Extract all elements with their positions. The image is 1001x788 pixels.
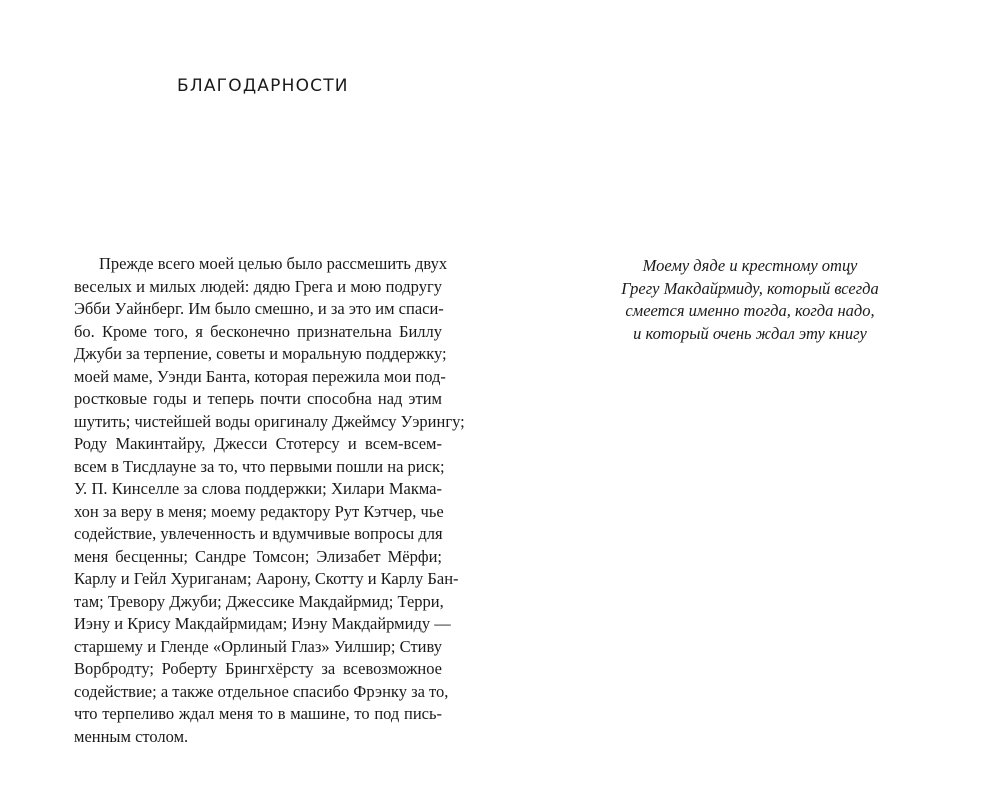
dedication-line: смеется именно тогда, когда надо,: [625, 301, 875, 320]
dedication-line: Моему дяде и крестному отцу: [642, 256, 858, 275]
text-line: Роду Макинтайру, Джесси Стотерсу и всем-всем-: [74, 434, 442, 453]
text-line: Ворбродту; Роберту Брингхёрсту за всевозможное: [74, 659, 442, 678]
text-line: ростковые годы и теперь почти способна над этим: [74, 389, 442, 408]
text-line: что терпеливо ждал меня то в машине, то под пись-: [74, 704, 442, 723]
text-line: Прежде всего моей целью было рассмешить двух: [99, 254, 448, 273]
text-line: Джуби за терпение, советы и моральную поддержку;: [74, 344, 447, 363]
page-heading: БЛАГОДАРНОСТИ: [177, 76, 349, 96]
text-line: там; Тревору Джуби; Джессике Макдайрмид; Терри,: [74, 591, 444, 611]
text-line: моей маме, Уэнди Банта, которая пережила мои под-: [74, 366, 446, 386]
text-line: У. П. Кинселле за слова поддержки; Хилари Макма-: [74, 479, 442, 498]
acknowledgments-text: [74, 253, 465, 748]
text-line: хон за веру в меня; моему редактору Рут Кэтчер, чье: [74, 501, 444, 521]
text-line: старшему и Гленде «Орлиный Глаз» Уилшир; Стиву: [74, 636, 442, 656]
text-line: меня бесценны; Сандре Томсон; Элизабет Мёрфи;: [74, 546, 442, 566]
dedication-line: и который очень ждал эту книгу: [633, 323, 867, 343]
text-line: содействие; а также отдельное спасибо Фрэнку за то,: [74, 681, 449, 701]
dedication: [580, 255, 920, 345]
text-line: шутить; чистейшей воды оригиналу Джеймсу Уэрингу;: [74, 411, 465, 431]
text-line: Иэну и Крису Макдайрмидам; Иэну Макдайрмиду —: [74, 614, 451, 633]
left-page: [0, 0, 500, 788]
text-line: веселых и милых людей: дядю Грега и мою подругу: [74, 276, 442, 296]
text-line: содействие, увлеченность и вдумчивые вопросы для: [74, 524, 443, 543]
text-line: Эбби Уайнберг. Им было смешно, и за это им спаси-: [74, 299, 444, 318]
text-line: всем в Тисдлауне за то, что первыми пошли на риск;: [74, 456, 445, 476]
text-line: бо. Кроме того, я бесконечно признательна Биллу: [74, 321, 442, 341]
dedication-line: Грегу Макдайрмиду, который всегда: [621, 278, 879, 298]
text-line: менным столом.: [74, 726, 189, 746]
text-line: Карлу и Гейл Хуриганам; Аарону, Скотту и Карлу Бан-: [74, 569, 459, 588]
right-page: [500, 0, 1001, 788]
